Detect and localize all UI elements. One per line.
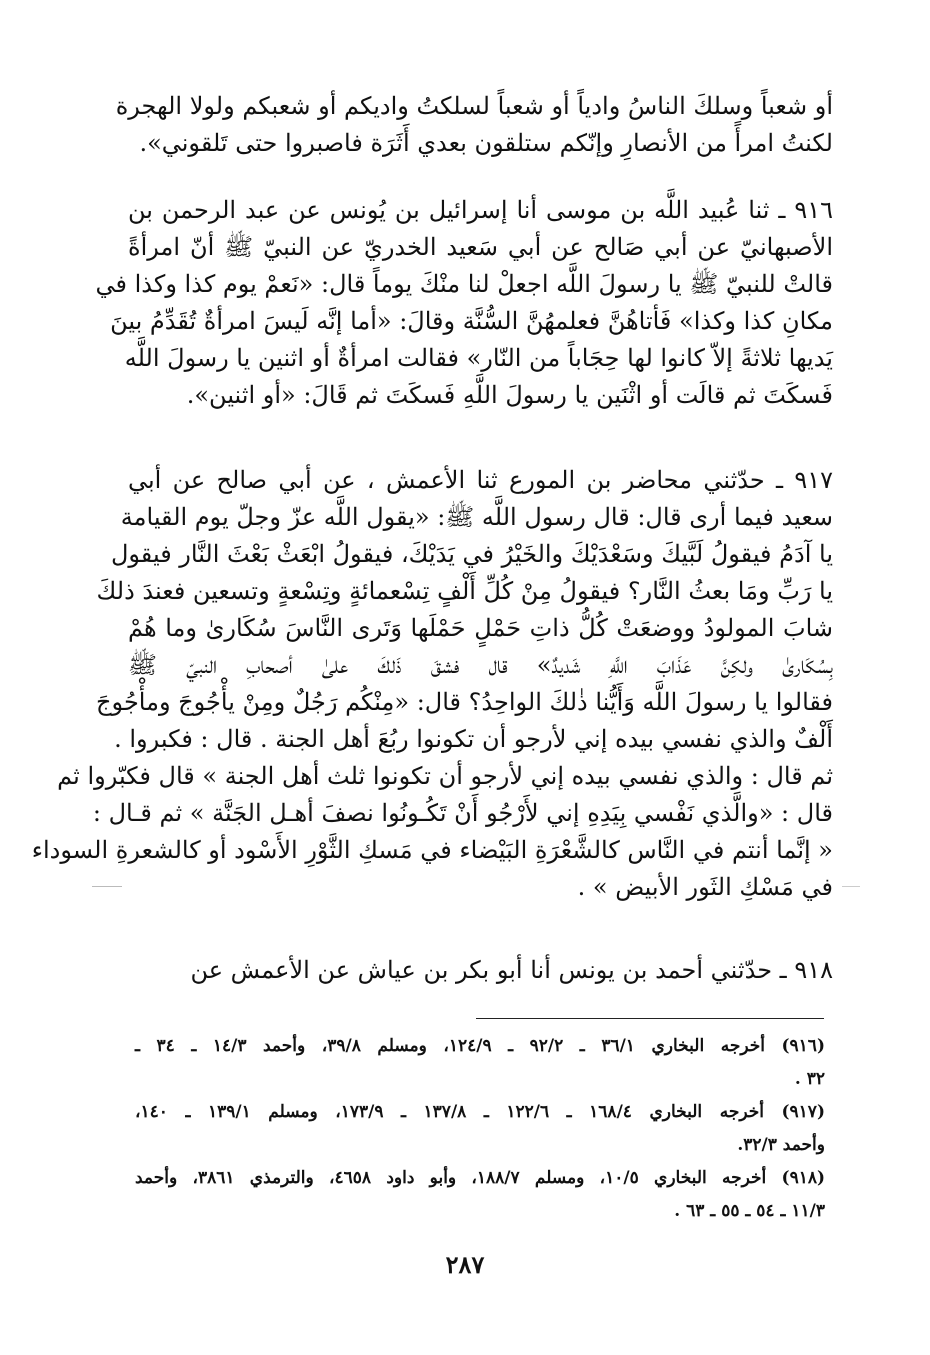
footnote-line: وأحمد ٣٢/٣. [737,1135,825,1155]
footnote-line: (٩١٧) أخرجه البخاري ١٦٨/٤ ـ ١٢٢/٦ ـ ١٣٧/٨ ـ ١٧٣/٩، ومسلم ١٣٩/١ ـ ١٤٠، [135,1102,825,1122]
paragraph-915-end [115,88,833,162]
text-line: مكانِ كذا وكذا» فَأتاهُنَّ فعلمهُنَّ السُّنَّة وقالَ: «أما إنَّه لَيسَ امرأةٌ تُقَدِّمُ بينَ [110,307,833,335]
text-line: قالتْ للنبيّ ﷺ يا رسولَ اللَّه اجعلْ لنا منْكَ يوماً قال: «نَعمْ يوم كذا وكذا في [95,270,833,298]
text-line: لكنتُ امرأً من الأنصارِ وإنّكم ستلقون بعدي أَثَرَة فاصبروا حتى تَلقوني». [139,129,833,157]
hadith-918-start [128,952,833,989]
page-number: ٢٨٧ [445,1250,485,1279]
text-line: في مَسْكِ الثَور الأبيض » . [577,873,833,901]
footnotes [135,1030,825,1228]
text-line: يا رَبِّ ومَا بعثُ النَّار؟ فيقولُ مِنْ كُلِّ أَلْفٍ تِسْعمائةٍ وتِسْعةٍ وتسعين فعندَ ذلكَ [96,577,833,605]
text-line: ٩١٨ ـ حدّثني أحمد بن يونس أنا أبو بكر بن عياش عن الأعمش عن [190,956,833,984]
text-line: ٩١٧ ـ حدّثني محاضر بن المورع ثنا الأعمش ، عن أبي صالح عن أبي [128,466,833,494]
text-line: « إنَّما أنتم في النَّاس كالشَّعْرَةِ البَيْضاء في مَسكِ الثَّوْرِ الأَسْود أو كالشعرةِ السوداء [31,836,833,864]
scan-edge-mark [92,886,122,887]
footnote-line: ٣٢ . [794,1069,825,1089]
text-line: شابَ المولودُ ووضعَتْ كُلُّ ذاتِ حَمْلٍ حَمْلَها وَتَرى النَّاسَ سُكَارىٰ وما هُمْ [128,614,833,642]
text-line: أَلْفٌ والذي نفسي بيده إني لأرجو أن تكونوا ربُعَ أهل الجنة . قال : فكبروا . [114,725,833,753]
text-line: فقالوا يا رسولَ اللَّه وَأَيُّنا ذٰلكَ الواحِدُ؟ قال: «مِنْكُم رَجُلٌ ومِنْ يأْجُوجَ ومأْجُوجَ [96,688,833,716]
hadith-916 [95,192,834,414]
footnote-line: (٩١٨) أخرجه البخاري ١٠/٥، ومسلم ١٨٨/٧، وأبو داود ٤٦٥٨، والترمذي ٣٨٦١، وأحمد [135,1168,826,1188]
text-line: يا آدَمُ فيقولُ لَبَّيكَ وسَعْدَيْكَ والخَيْرُ في يَدَيْكَ، فيقولُ ابْعَثْ بَعْثَ النَّار فيقول [110,540,833,568]
footnote-line: (٩١٦) أخرجه البخاري ٣٦/١ ـ ٩٢/٢ ـ ١٢٤/٩، ومسلم ٣٩/٨، وأحمد ١٤/٣ ـ ٣٤ ـ [135,1036,825,1056]
text-line: ٩١٦ ـ ثنا عُبيد اللَّه بن موسى أنا إسرائيل بن يُونس عن عبد الرحمن بن [128,196,834,224]
main-text [115,88,833,162]
footnote-divider [476,1018,824,1019]
text-line: بِسُكَارىٰ ولكِنَّ عَذَابَ اللَّهِ شَديدٌ» قال فشقَ ذَلكَ علىٰ أصحابِ النبيّ ﷺ [128,651,833,679]
text-line: أو شعباً وسلكَ الناسُ وادياً أو شعباً لسلكتُ واديكم أو شعبكم ولولا الهجرة [115,92,833,120]
text-line: قال : «والَّذي نَفْسي بِيَدِهِ إني لأَرْجُو أَنْ تَكُـونُوا نصفَ أهـل الجَنَّة » ثم قـال : [92,799,833,827]
text-line: الأصبهانيّ عن أبي صَالح عن أبي سَعيد الخدريّ عن النبيّ ﷺ أنّ امرأةً [128,233,833,261]
text-line: سعيد فيما أرى قال: قال رسول اللَّه ﷺ: «يقول اللَّه عزّ وجلّ يوم القيامة [120,503,833,531]
text-line: ثم قال : والذي نفسي بيده إني لأرجو أن تكونوا ثلث أهل الجنة » قال فكبّروا ثم [57,762,833,790]
hadith-917 [31,462,833,906]
text-line: يَديها ثلاثةً إلاّ كانوا لها حِجَاباً من النّار» فقالت امرأةٌ أو اثنين يا رسولَ اللَّه [124,344,833,372]
text-line: فَسكَتَ ثم قالَت أو اثْنَين يا رسولَ اللَّهِ فَسكَتَ ثم قَالَ: «أو اثنين». [186,381,833,409]
footnote-line: ١١/٣ ـ ٥٤ ـ ٥٥ ـ ٦٣ . [674,1201,825,1221]
scan-edge-mark [842,886,860,887]
